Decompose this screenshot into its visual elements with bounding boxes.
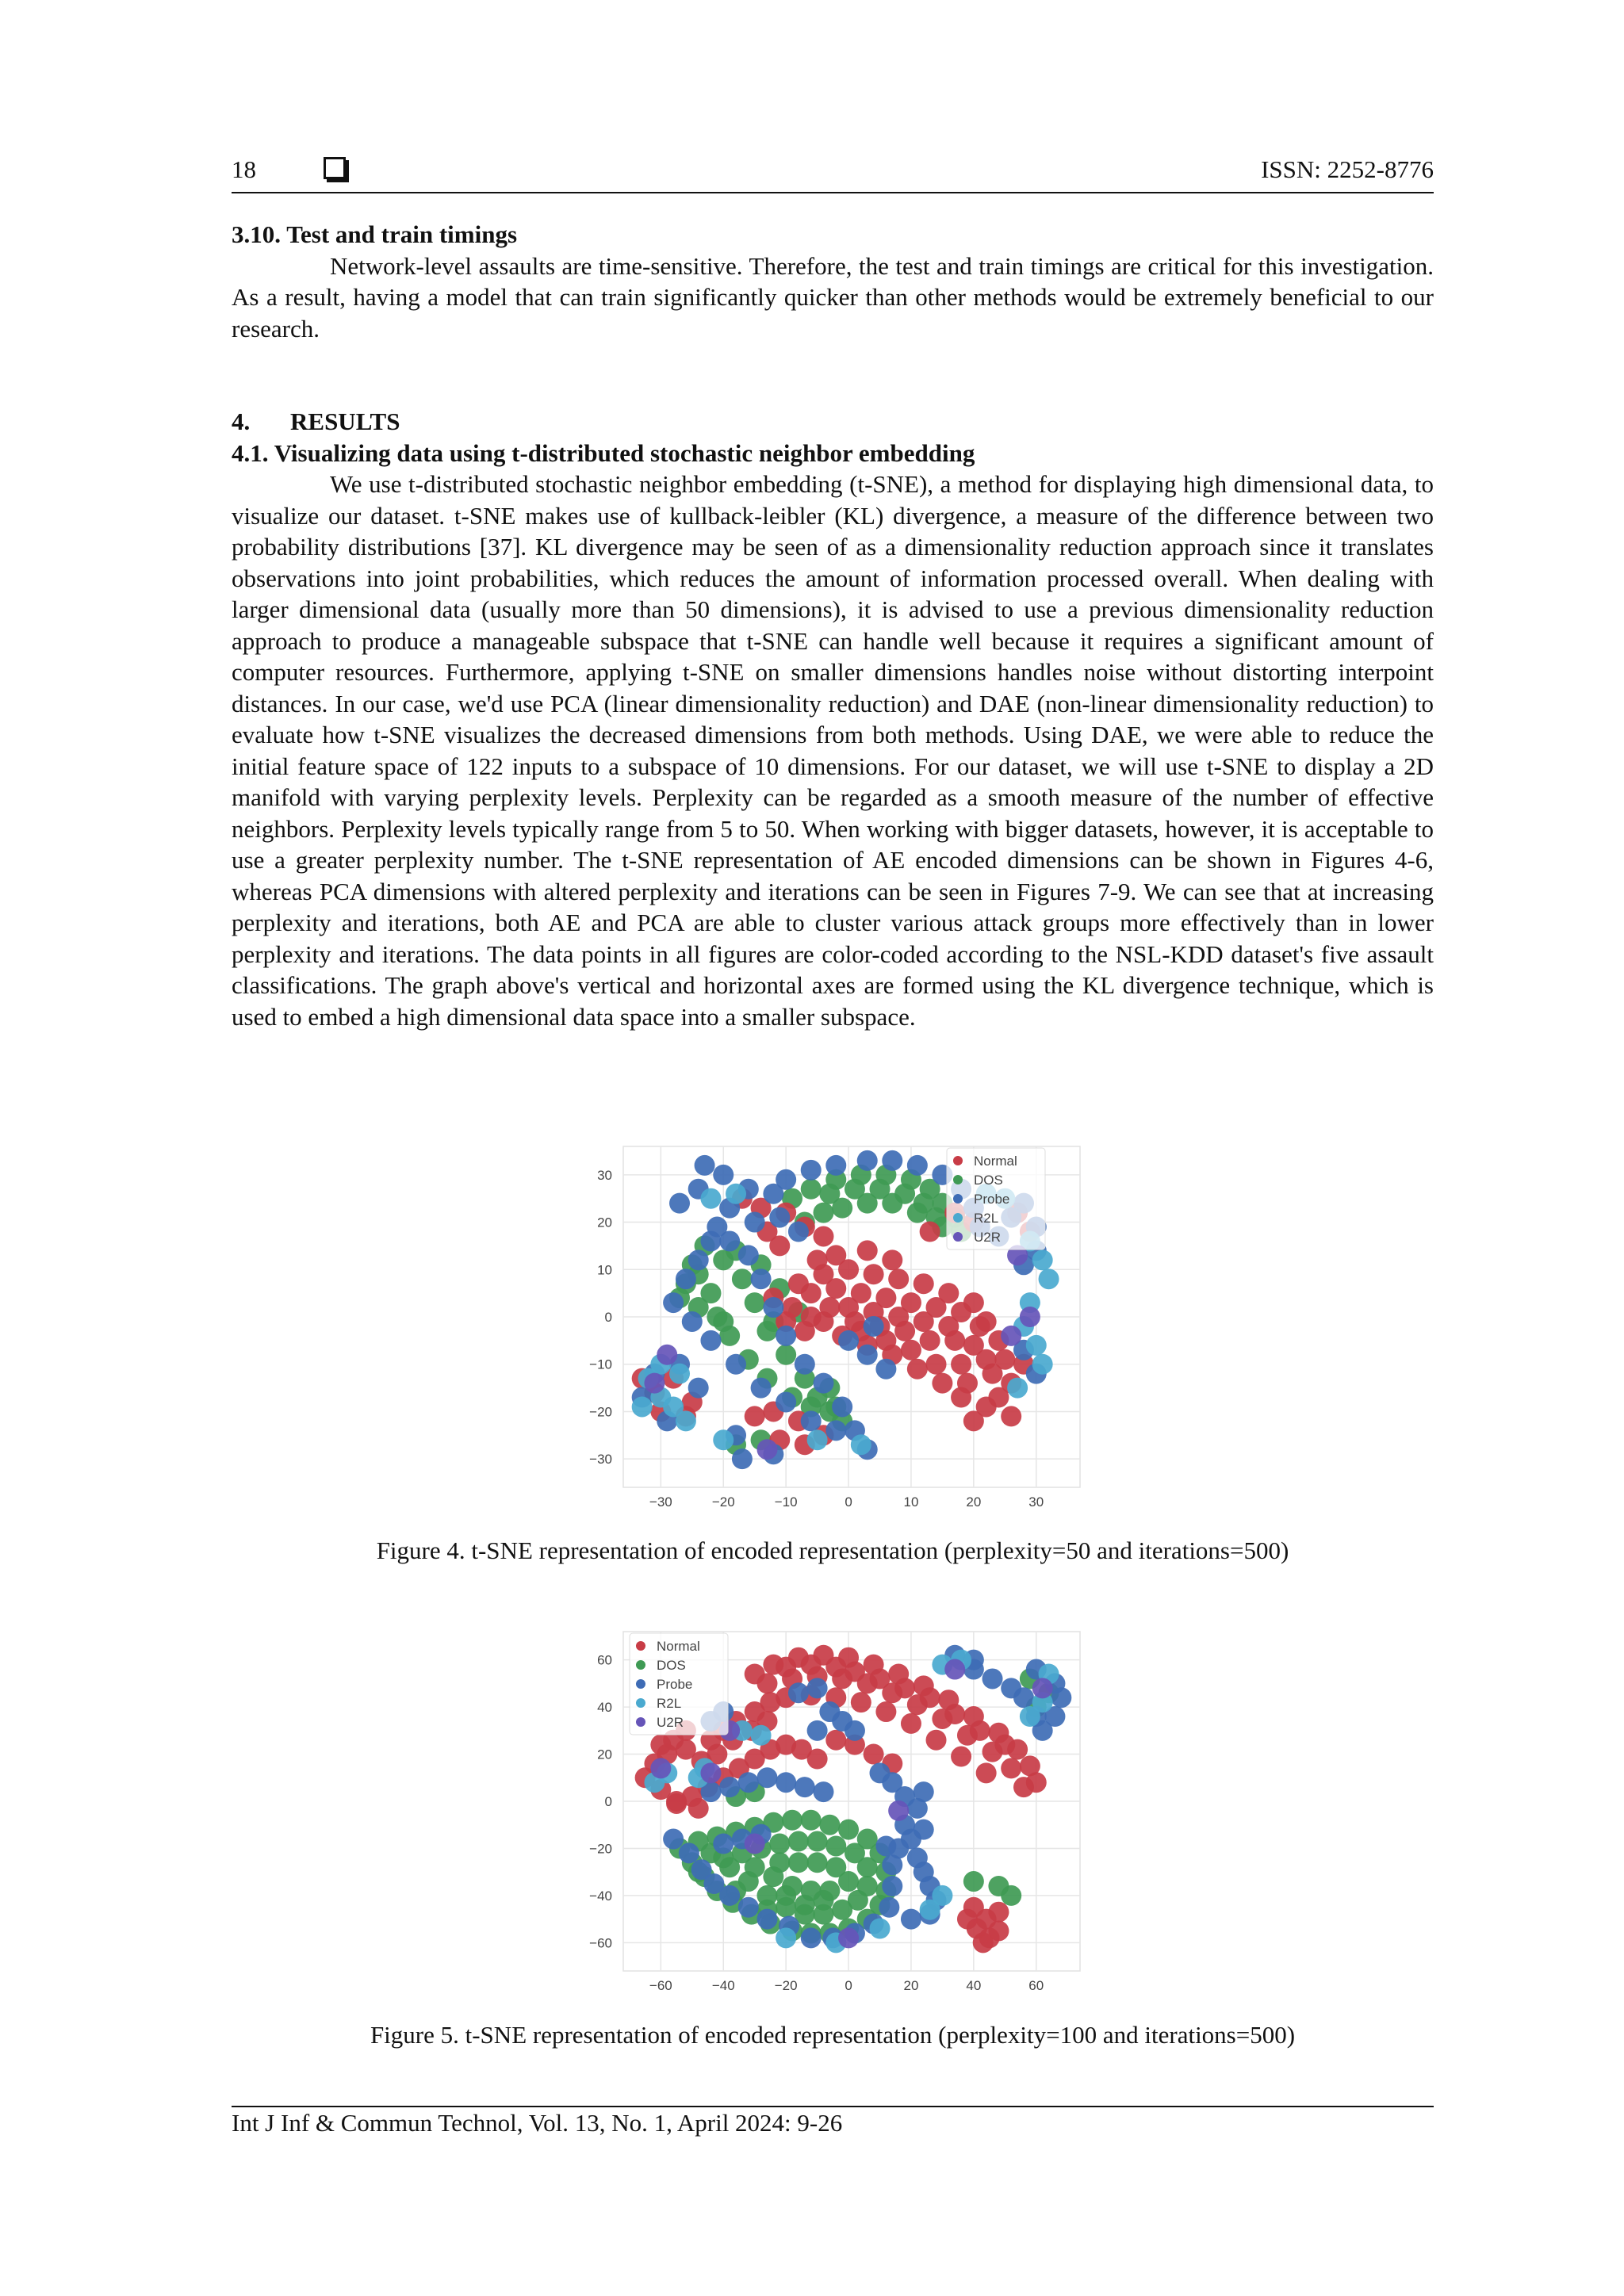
scatter-point-probe [845,1720,865,1741]
scatter-point-dos [788,1852,809,1873]
y-tick-label: 30 [597,1167,612,1183]
scatter-point-probe [776,1772,796,1793]
scatter-point-dos [713,1311,733,1332]
figure-5-scatter-plot [577,1625,1085,2003]
scatter-point-probe [776,1392,796,1413]
scatter-point-probe [663,1292,684,1313]
scatter-point-dos [963,1871,984,1892]
x-tick-label: 20 [966,1494,982,1510]
scatter-point-probe [901,1909,921,1930]
scatter-point-probe [732,1448,753,1469]
scatter-point-normal [973,1932,994,1953]
scatter-point-probe [857,1150,878,1171]
y-tick-label: 10 [597,1262,612,1278]
scatter-point-u2r [1020,1307,1040,1327]
legend-label-normal: Normal [657,1639,700,1654]
scatter-point-probe [801,1410,822,1431]
scatter-point-normal [976,1311,997,1332]
scatter-point-probe [801,1160,822,1181]
scatter-point-normal [801,1655,822,1675]
scatter-point-probe [695,1155,715,1176]
scatter-point-normal [963,1292,984,1313]
scatter-point-dos [819,1815,840,1835]
scatter-point-normal [914,1273,934,1294]
scatter-point-probe [676,1269,696,1289]
scatter-point-u2r [756,1439,777,1460]
scatter-point-normal [864,1264,884,1284]
scatter-point-normal [688,1798,709,1819]
scatter-point-dos [845,1179,865,1200]
legend-marker-normal [636,1641,645,1651]
scatter-point-normal [976,1762,997,1783]
scatter-point-dos [819,1184,840,1204]
scatter-point-r2l [807,1429,828,1450]
scatter-point-probe [795,1354,815,1375]
scatter-point-u2r [644,1373,665,1394]
scatter-point-probe [719,1885,740,1906]
legend-label-dos: DOS [657,1658,686,1673]
scatter-point-probe [825,1155,846,1176]
x-tick-label: −60 [649,1978,672,1993]
legend-marker-dos [953,1175,963,1184]
scatter-point-u2r [1001,1326,1021,1346]
scatter-point-normal [926,1354,947,1375]
results-heading [232,406,1434,438]
scatter-point-probe [882,1876,902,1896]
scatter-point-probe [776,1169,796,1190]
scatter-point-normal [907,1359,928,1380]
legend-label-r2l: R2L [974,1211,999,1226]
scatter-point-r2l [669,1364,690,1384]
legend-label-probe: Probe [974,1192,1010,1207]
section-paragraph-4-1: We use t-distributed stochastic neighbor embedding (t-SNE), a method for displaying high dimensional data, to visualize our dataset. t-SNE makes use of kullback-leibler (KL) divergence, a measure of the difference between two probability distributions [37]. KL divergence may be seen of as a dimensionality reduction approach since it translates observations into joint probabilities, which reduces the amount of information processed overall. When dealing with larger dimensional data (usually more than 50 dimensions), it is advised to use a previous dimensionality reduction approach to produce a manageable subspace that t-SNE can handle well because it requires a significant amount of computer resources. Furthermore, applying t-SNE on smaller dimensions handles noise without distorting interpoint distances. In our case, we'd use PCA (linear dimensionality reduction) and DAE (non-linear dimensionality reduction) to evaluate how t-SNE visualizes the decreased dimensions from both methods. Using DAE, we were able to reduce the initial feature space of 122 inputs to a subspace of 10 dimensions. For our dataset, we will use t-SNE to display a 2D manifold with varying perplexity levels. Perplexity can be regarded as a smooth measure of the number of effective neighbors. Perplexity levels typically range from 5 to 50. When working with bigger datasets, however, it is acceptable to use a greater perplexity number. The t-SNE representation of AE encoded dimensions can be shown in Figures 4-6, whereas PCA dimensions with altered perplexity and iterations can be seen in Figures 7-9. We can see that at increasing perplexity and iterations, both AE and PCA are able to cluster various attack groups more effectively than in lower perplexity and iterations. The data points in all figures are color-coded according to the NSL-KDD dataset's five assault classifications. The graph above's vertical and horizontal axes are formed using the KL divergence technique, which is used to embed a high dimensional data space into a smaller subspace. [232,470,1434,1031]
scatter-point-probe [864,1316,884,1337]
scatter-point-normal [825,1657,846,1678]
x-tick-label: 10 [903,1494,919,1510]
scatter-point-probe [751,1378,772,1399]
legend-marker-probe [953,1194,963,1203]
x-tick-label: 0 [845,1494,852,1510]
scatter-point-dos [807,1852,828,1873]
scatter-point-dos [788,1831,809,1852]
scatter-point-r2l [751,1725,772,1746]
scatter-point-probe [788,1222,809,1242]
scatter-point-normal [1013,1777,1034,1797]
scatter-point-probe [719,1777,740,1797]
scatter-point-r2l [713,1429,733,1450]
scatter-point-probe [982,1668,1003,1689]
section-3-10 [232,219,1434,344]
section-heading-4-1: 4.1. Visualizing data using t-distributed stochastic neighbor embedding [232,438,975,467]
x-tick-label: 0 [845,1978,852,1993]
y-tick-label: 0 [604,1310,612,1325]
scatter-point-probe [745,1212,765,1233]
scatter-point-dos [813,1203,833,1223]
scatter-point-normal [875,1701,896,1722]
scatter-point-normal [807,1749,828,1770]
scatter-point-normal [920,1222,940,1242]
results-heading-number: 4. [232,408,251,435]
scatter-point-r2l [851,1434,871,1455]
scatter-point-probe [807,1720,828,1741]
scatter-point-probe [713,1165,733,1185]
scatter-point-normal [994,1735,1015,1755]
x-tick-label: −20 [711,1494,735,1510]
page-number: 18 [232,155,256,183]
page-header [232,155,1434,193]
scatter-point-dos [807,1831,828,1852]
legend-marker-r2l [953,1213,963,1223]
scatter-point-probe [807,1678,828,1698]
scatter-point-r2l [632,1396,653,1417]
journal-citation: Int J Inf & Commun Technol, Vol. 13, No. 1, April 2024: 9-26 [232,2109,843,2137]
scatter-point-r2l [676,1410,696,1431]
scatter-point-probe [914,1781,934,1802]
scatter-point-probe [682,1311,703,1332]
scatter-point-normal [760,1692,780,1712]
scatter-point-normal [801,1307,822,1327]
legend-marker-normal [953,1156,963,1165]
scatter-point-normal [926,1730,947,1751]
scatter-point-dos [1001,1885,1021,1906]
x-tick-label: −10 [774,1494,798,1510]
scatter-point-r2l [932,1885,952,1906]
scatter-point-normal [882,1249,902,1270]
legend-label-dos: DOS [974,1173,1003,1188]
scatter-point-u2r [700,1762,721,1783]
figure-5 [577,1625,1085,2003]
section-heading-3-10: 3.10. Test and train timings [232,220,518,248]
y-tick-label: −10 [589,1357,612,1372]
scatter-point-normal [938,1316,959,1337]
scatter-point-r2l [870,1919,891,1939]
scatter-point-probe [801,1927,822,1948]
scatter-point-probe [738,1897,759,1918]
scatter-point-normal [825,1730,846,1751]
results-heading-title: RESULTS [290,408,400,435]
scatter-point-normal [944,1704,965,1724]
scatter-point-u2r [650,1758,671,1778]
scatter-point-probe [825,1420,846,1441]
scatter-point-dos [795,1895,815,1915]
scatter-point-normal [951,1387,971,1408]
scatter-point-dos [776,1885,796,1906]
scatter-point-normal [838,1297,859,1318]
y-tick-label: −60 [589,1935,612,1951]
y-tick-label: 20 [597,1747,612,1762]
scatter-point-normal [932,1373,952,1394]
scatter-point-probe [838,1330,859,1351]
scatter-point-normal [976,1349,997,1370]
legend-label-u2r: U2R [974,1230,1002,1245]
y-tick-label: −40 [589,1888,612,1904]
scatter-point-normal [813,1226,833,1246]
scatter-point-dos [801,1179,822,1200]
issn-label: ISSN: 2252-8776 [1261,155,1434,183]
scatter-point-normal [951,1354,971,1375]
scatter-point-probe [788,1682,809,1703]
scatter-point-dos [732,1269,753,1289]
figure-4 [577,1140,1085,1519]
legend-label-r2l: R2L [657,1696,682,1711]
scatter-point-normal [914,1311,934,1332]
scatter-point-probe [707,1217,727,1238]
figure-5-caption: Figure 5. t-SNE representation of encoded representation (perplexity=100 and iterations=500) [370,2021,1296,2049]
scatter-point-normal [988,1902,1009,1923]
x-tick-label: −20 [774,1978,798,1993]
scatter-point-normal [666,1793,687,1814]
scatter-point-normal [825,1245,846,1265]
scatter-point-normal [894,1678,915,1698]
scatter-point-probe [832,1396,852,1417]
scatter-point-dos [769,1834,790,1854]
legend-marker-dos [636,1660,645,1670]
scatter-point-probe [756,1909,777,1930]
scatter-point-normal [769,1235,790,1256]
legend-marker-u2r [636,1717,645,1727]
scatter-point-normal [901,1713,921,1734]
scatter-point-normal [920,1687,940,1708]
scatter-point-dos [745,1292,765,1313]
legend-marker-u2r [953,1232,963,1242]
x-tick-label: −30 [649,1494,672,1510]
scatter-point-normal [951,1747,971,1767]
scatter-point-u2r [745,1834,765,1854]
scatter-point-u2r [888,1800,909,1821]
scatter-point-dos [870,1179,891,1200]
scatter-point-u2r [657,1345,677,1365]
scatter-point-r2l [700,1188,721,1209]
x-tick-label: 30 [1028,1494,1044,1510]
figure-4-scatter-plot [577,1140,1085,1519]
x-tick-label: 20 [903,1978,919,1993]
scatter-point-probe [875,1359,896,1380]
y-tick-label: −20 [589,1841,612,1857]
scatter-point-normal [857,1240,878,1261]
scatter-point-u2r [1032,1678,1053,1698]
scatter-point-normal [819,1297,840,1318]
scatter-point-normal [963,1410,984,1431]
scatter-point-normal [807,1249,828,1270]
scatter-point-dos [825,1835,846,1856]
section-paragraph-3-10: Network-level assaults are time-sensitive. Therefore, the test and train timings are critical for this investigation. As a result, having a model that can train significantly quicker than other methods would be extremely beneficial to our research. [232,251,1434,342]
y-tick-label: 60 [597,1652,612,1668]
y-tick-label: 20 [597,1215,612,1230]
section-4 [232,406,1434,1032]
x-tick-label: 60 [1028,1978,1044,1993]
scatter-point-normal [745,1406,765,1426]
scatter-point-probe [756,1767,777,1788]
scatter-point-normal [788,1273,809,1294]
scatter-point-probe [776,1326,796,1346]
scatter-point-normal [901,1340,921,1360]
scatter-point-normal [1001,1406,1021,1426]
scatter-point-normal [864,1744,884,1765]
scatter-point-probe [688,1249,709,1270]
y-tick-label: 0 [604,1794,612,1809]
y-tick-label: −30 [589,1452,612,1468]
scatter-point-dos [813,1890,833,1911]
scatter-point-probe [688,1378,709,1399]
scatter-point-normal [756,1673,777,1693]
scatter-point-normal [845,1662,865,1682]
scatter-point-normal [938,1283,959,1303]
scatter-point-dos [894,1184,915,1204]
scatter-point-dos [801,1810,822,1831]
scatter-point-probe [870,1762,891,1783]
scatter-point-probe [669,1193,690,1214]
scatter-point-probe [738,1772,759,1793]
scatter-point-u2r [944,1659,965,1680]
scatter-point-probe [751,1269,772,1289]
figure-4-caption: Figure 4. t-SNE representation of encoded representation (perplexity=50 and iterations=500) [376,1536,1289,1564]
scatter-point-probe [813,1373,833,1394]
scatter-point-r2l [1007,1378,1028,1399]
scatter-point-dos [776,1345,796,1365]
scatter-point-r2l [1032,1249,1053,1270]
scatter-point-probe [914,1820,934,1840]
scatter-point-probe [700,1330,721,1351]
scatter-point-normal [650,1735,671,1755]
scatter-point-probe [769,1207,790,1228]
scatter-point-r2l [1026,1335,1047,1356]
scatter-point-probe [907,1155,928,1176]
scatter-point-dos [845,1843,865,1863]
scatter-point-dos [769,1852,790,1873]
scatter-point-normal [920,1330,940,1351]
scatter-point-dos [825,1857,846,1877]
legend-label-u2r: U2R [657,1715,684,1730]
legend-marker-probe [636,1679,645,1689]
scatter-point-u2r [838,1927,859,1948]
scatter-point-probe [882,1150,902,1171]
x-tick-label: −40 [711,1978,735,1993]
scatter-point-r2l [726,1184,746,1204]
scatter-point-normal [776,1657,796,1678]
scatter-point-r2l [776,1927,796,1948]
scatter-point-probe [819,1701,840,1722]
scatter-point-probe [879,1897,899,1918]
scatter-point-probe [813,1781,833,1802]
x-tick-label: 40 [966,1978,982,1993]
scatter-point-dos [838,1820,859,1840]
scatter-point-r2l [1039,1269,1059,1289]
scatter-point-dos [745,1857,765,1877]
scatter-point-probe [857,1345,878,1365]
scatter-point-normal [888,1269,909,1289]
scatter-point-normal [870,1668,891,1689]
scatter-point-normal [888,1307,909,1327]
scatter-point-normal [957,1909,978,1930]
checkbox-square-icon [324,157,346,179]
scatter-point-probe [738,1245,759,1265]
scatter-point-dos [857,1876,878,1896]
scatter-point-probe [1051,1687,1071,1708]
scatter-point-probe [663,1829,684,1850]
scatter-point-normal [970,1720,990,1741]
scatter-point-dos [782,1810,802,1831]
legend-label-normal: Normal [974,1154,1017,1169]
scatter-point-probe [795,1777,815,1797]
scatter-point-probe [1013,1687,1034,1708]
legend-label-probe: Probe [657,1677,693,1692]
scatter-point-probe [679,1843,699,1863]
scatter-point-probe [726,1354,746,1375]
scatter-point-normal [851,1692,871,1712]
scatter-point-r2l [1032,1354,1053,1375]
y-tick-label: −20 [589,1404,612,1420]
scatter-point-probe [713,1834,733,1854]
scatter-point-probe [763,1297,783,1318]
page-footer [232,2106,1434,2137]
scatter-point-normal [1001,1758,1021,1778]
y-tick-label: 40 [597,1700,612,1716]
legend-marker-r2l [636,1698,645,1708]
